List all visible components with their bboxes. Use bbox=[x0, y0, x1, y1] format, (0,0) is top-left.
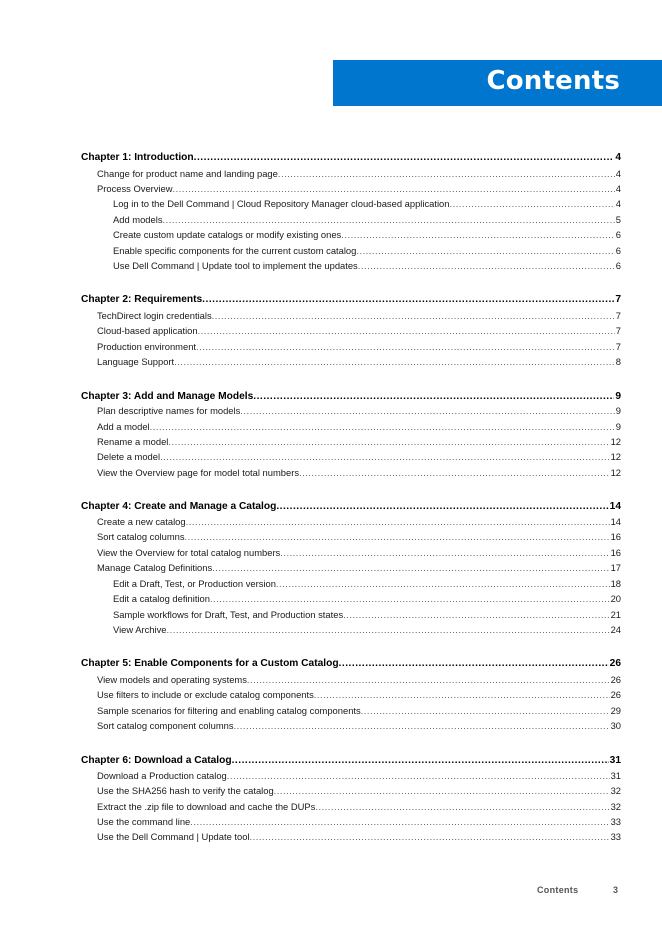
toc-page-number: 6 bbox=[615, 260, 621, 271]
toc-leader bbox=[314, 689, 610, 700]
footer-section-label: Contents bbox=[537, 885, 579, 895]
toc-chapter-6[interactable] bbox=[81, 755, 621, 766]
toc-page-number: 7 bbox=[615, 341, 621, 352]
toc-subsection[interactable] bbox=[113, 609, 621, 620]
toc-page-number: 33 bbox=[610, 816, 621, 827]
toc-entry-text: Download a Production catalog bbox=[97, 770, 227, 781]
toc-entry-text: Create a new catalog bbox=[97, 516, 186, 527]
toc-section[interactable] bbox=[97, 183, 621, 194]
toc-entry-text: Production environment bbox=[97, 341, 197, 352]
toc-leader bbox=[234, 720, 610, 731]
toc-leader bbox=[227, 770, 610, 781]
toc-entry-text: Use Dell Command | Update tool to implement the updates bbox=[113, 260, 358, 271]
toc-page-number: 9 bbox=[615, 391, 621, 402]
toc-leader bbox=[186, 516, 610, 527]
toc-entry-text: Sort catalog columns bbox=[97, 531, 185, 542]
toc-entry-text: Plan descriptive names for models bbox=[97, 405, 241, 416]
toc-chapter-2[interactable] bbox=[81, 294, 621, 305]
toc-section[interactable] bbox=[97, 770, 621, 781]
toc-leader bbox=[167, 624, 610, 635]
toc-section[interactable] bbox=[97, 547, 621, 558]
toc-page-number: 6 bbox=[615, 245, 621, 256]
toc-chapter-1[interactable] bbox=[81, 152, 621, 163]
toc-leader bbox=[280, 547, 609, 558]
toc-page-number: 12 bbox=[610, 451, 621, 462]
toc-section[interactable] bbox=[97, 405, 621, 416]
toc-entry-text: Edit a catalog definition bbox=[113, 593, 210, 604]
toc-leader bbox=[299, 467, 610, 478]
toc-chapter-4[interactable] bbox=[81, 501, 621, 512]
toc-section[interactable] bbox=[97, 831, 621, 842]
toc-subsection[interactable] bbox=[113, 229, 621, 240]
toc-page-number: 8 bbox=[615, 356, 621, 367]
toc-subsection[interactable] bbox=[113, 624, 621, 635]
toc-entry-text: Add a model bbox=[97, 421, 150, 432]
toc-page-number: 31 bbox=[610, 770, 621, 781]
toc-leader bbox=[449, 198, 614, 209]
toc-leader bbox=[274, 785, 610, 796]
toc-page-number: 6 bbox=[615, 229, 621, 240]
toc-entry-text: Use the command line bbox=[97, 816, 191, 827]
toc-page-number: 29 bbox=[610, 705, 621, 716]
toc-page-number: 9 bbox=[615, 405, 621, 416]
toc-leader bbox=[358, 260, 615, 271]
toc-entry-text: Add models bbox=[113, 214, 163, 225]
toc-page-number: 30 bbox=[610, 720, 621, 731]
toc-page-number: 5 bbox=[615, 214, 621, 225]
toc-entry-text: Manage Catalog Definitions bbox=[97, 562, 213, 573]
toc-entry-text: Chapter 4: Create and Manage a Catalog bbox=[81, 501, 277, 512]
toc-leader bbox=[343, 609, 609, 620]
contents-banner bbox=[333, 60, 662, 106]
toc-entry-text: View the Overview for total catalog numbers bbox=[97, 547, 281, 558]
toc-page-number: 7 bbox=[615, 310, 621, 321]
toc-section[interactable] bbox=[97, 801, 621, 812]
toc-page-number: 21 bbox=[610, 609, 621, 620]
toc-entry-text: Log in to the Dell Command | Cloud Repository Manager cloud-based application bbox=[113, 198, 450, 209]
toc-page-number: 7 bbox=[615, 294, 621, 305]
toc-entry-text: Chapter 1: Introduction bbox=[81, 152, 194, 163]
toc-entry-text: Process Overview bbox=[97, 183, 173, 194]
toc-entry-text: Chapter 6: Download a Catalog bbox=[81, 755, 232, 766]
toc-section[interactable] bbox=[97, 705, 621, 716]
toc-page-number: 17 bbox=[610, 562, 621, 573]
toc-page-number: 4 bbox=[615, 183, 621, 194]
toc-leader bbox=[190, 816, 609, 827]
toc-entry-text: Chapter 5: Enable Components for a Custom Catalog bbox=[81, 658, 339, 669]
toc-section[interactable] bbox=[97, 516, 621, 527]
toc-leader bbox=[276, 501, 608, 512]
footer-page-number: 3 bbox=[613, 885, 619, 895]
toc-section[interactable] bbox=[97, 356, 621, 367]
toc-section[interactable] bbox=[97, 562, 621, 573]
toc-leader bbox=[356, 245, 614, 256]
toc-leader bbox=[232, 755, 609, 766]
toc-leader bbox=[168, 436, 609, 447]
toc-entry-text: Enable specific components for the current custom catalog bbox=[113, 245, 357, 256]
toc-chapter-5[interactable] bbox=[81, 658, 621, 669]
toc-leader bbox=[339, 658, 609, 669]
toc-subsection[interactable] bbox=[113, 214, 621, 225]
toc-leader bbox=[212, 310, 615, 321]
toc-section[interactable] bbox=[97, 467, 621, 478]
toc-section[interactable] bbox=[97, 531, 621, 542]
toc-section[interactable] bbox=[97, 785, 621, 796]
toc-entry-text: Sample workflows for Draft, Test, and Production states bbox=[113, 609, 344, 620]
toc-page-number: 32 bbox=[610, 801, 621, 812]
toc-subsection[interactable] bbox=[113, 578, 621, 589]
toc-leader bbox=[253, 391, 614, 402]
toc-page-number: 24 bbox=[610, 624, 621, 635]
toc-entry-text: View Archive bbox=[113, 624, 167, 635]
toc-leader bbox=[212, 562, 609, 573]
toc-entry-text: TechDirect login credentials bbox=[97, 310, 212, 321]
toc-leader bbox=[315, 801, 609, 812]
toc-leader bbox=[341, 229, 615, 240]
toc-subsection[interactable] bbox=[113, 593, 621, 604]
toc-entry-text: Sample scenarios for filtering and enabling catalog components bbox=[97, 705, 361, 716]
toc-section[interactable] bbox=[97, 310, 621, 321]
toc-page-number: 12 bbox=[610, 467, 621, 478]
toc-section[interactable] bbox=[97, 341, 621, 352]
toc-leader bbox=[278, 168, 615, 179]
toc-subsection[interactable] bbox=[113, 245, 621, 256]
toc-entry-text: Use the Dell Command | Update tool bbox=[97, 831, 250, 842]
toc-page-number: 9 bbox=[615, 421, 621, 432]
toc-page-number: 4 bbox=[615, 198, 621, 209]
toc-leader bbox=[174, 356, 615, 367]
toc-section[interactable] bbox=[97, 436, 621, 447]
toc-section[interactable] bbox=[97, 689, 621, 700]
toc-subsection[interactable] bbox=[113, 198, 621, 209]
toc-entry-text: Language Support bbox=[97, 356, 175, 367]
toc-entry-text: Edit a Draft, Test, or Production version bbox=[113, 578, 276, 589]
toc-page-number: 18 bbox=[610, 578, 621, 589]
toc-leader bbox=[240, 405, 614, 416]
toc-entry-text: Sort catalog component columns bbox=[97, 720, 234, 731]
toc-section[interactable] bbox=[97, 168, 621, 179]
toc-section[interactable] bbox=[97, 720, 621, 731]
toc-entry-text: Chapter 3: Add and Manage Models bbox=[81, 391, 254, 402]
toc-leader bbox=[210, 593, 610, 604]
toc-page-number: 26 bbox=[609, 658, 621, 669]
toc-leader bbox=[163, 214, 615, 225]
toc-page-number: 32 bbox=[610, 785, 621, 796]
toc-entry-text: Extract the .zip file to download and cache the DUPs bbox=[97, 801, 316, 812]
toc-page-number: 31 bbox=[609, 755, 621, 766]
toc-page-number: 26 bbox=[610, 689, 621, 700]
toc-entry-text: Use the SHA256 hash to verify the catalog bbox=[97, 785, 274, 796]
toc-page-number: 26 bbox=[610, 674, 621, 685]
toc-subsection[interactable] bbox=[113, 260, 621, 271]
toc-page-number: 14 bbox=[609, 501, 621, 512]
toc-page-number: 16 bbox=[610, 531, 621, 542]
toc-leader bbox=[160, 451, 610, 462]
toc-leader bbox=[196, 341, 615, 352]
toc-entry-text: View the Overview page for model total numbers bbox=[97, 467, 300, 478]
toc-entry-text: Use filters to include or exclude catalog components bbox=[97, 689, 314, 700]
toc-page-number: 4 bbox=[615, 152, 621, 163]
toc-section[interactable] bbox=[97, 451, 621, 462]
toc-leader bbox=[247, 674, 610, 685]
toc-leader bbox=[173, 183, 615, 194]
toc-page-number: 4 bbox=[615, 168, 621, 179]
toc-page-number: 7 bbox=[615, 325, 621, 336]
toc-page-number: 20 bbox=[610, 593, 621, 604]
toc-entry-text: Cloud-based application bbox=[97, 325, 198, 336]
toc-leader bbox=[202, 294, 614, 305]
toc-leader bbox=[185, 531, 610, 542]
toc-leader bbox=[198, 325, 615, 336]
toc-leader bbox=[194, 152, 615, 163]
toc-section[interactable] bbox=[97, 421, 621, 432]
toc-entry-text: Chapter 2: Requirements bbox=[81, 294, 203, 305]
toc-section[interactable] bbox=[97, 674, 621, 685]
toc-entry-text: View models and operating systems bbox=[97, 674, 247, 685]
page-title: Contents bbox=[486, 66, 620, 96]
toc-leader bbox=[250, 831, 610, 842]
toc-section[interactable] bbox=[97, 325, 621, 336]
toc-leader bbox=[361, 705, 610, 716]
toc-page-number: 16 bbox=[610, 547, 621, 558]
toc-leader bbox=[150, 421, 615, 432]
toc-page-number: 33 bbox=[610, 831, 621, 842]
toc-entry-text: Rename a model bbox=[97, 436, 169, 447]
toc-entry-text: Create custom update catalogs or modify existing ones bbox=[113, 229, 342, 240]
toc-leader bbox=[276, 578, 610, 589]
toc-entry-text: Delete a model bbox=[97, 451, 161, 462]
toc-chapter-3[interactable] bbox=[81, 391, 621, 402]
toc-page-number: 12 bbox=[610, 436, 621, 447]
toc-entry-text: Change for product name and landing page bbox=[97, 168, 278, 179]
toc-page-number: 14 bbox=[610, 516, 621, 527]
toc-section[interactable] bbox=[97, 816, 621, 827]
